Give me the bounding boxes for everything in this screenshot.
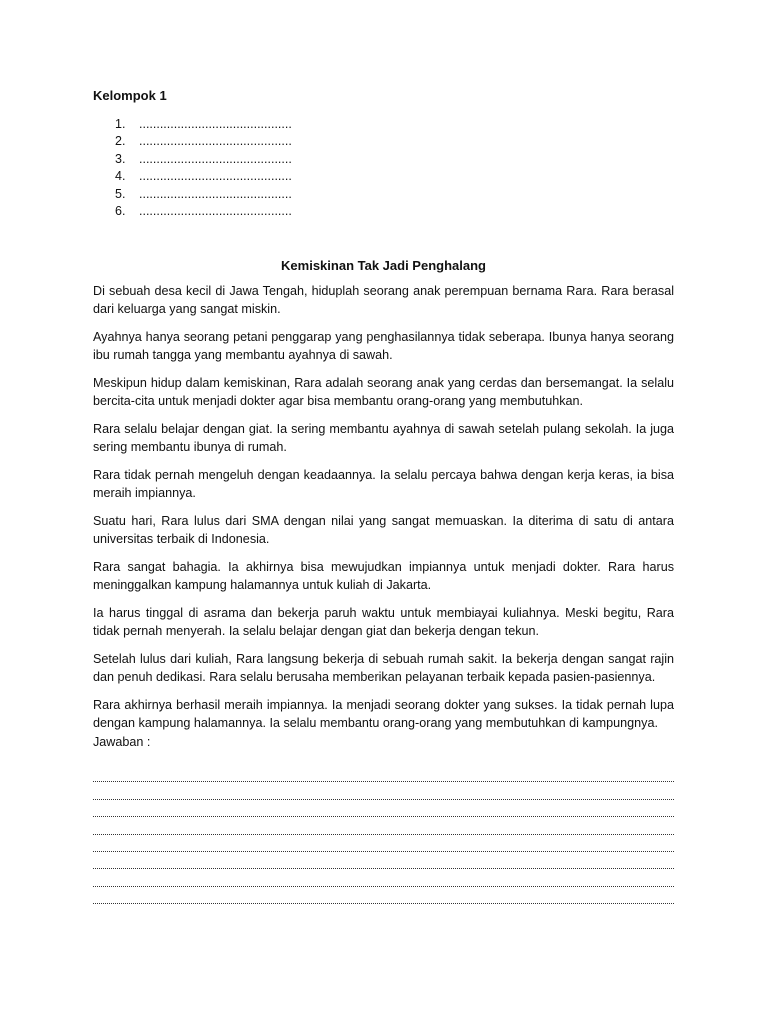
story-paragraph: Ia harus tinggal di asrama dan bekerja paruh waktu untuk membiayai kuliahnya. Meski begitu, Rara tidak pernah menyerah. Ia selalu belajar dengan giat dan bekerja dengan tekun.	[93, 606, 674, 638]
story-paragraph: Rara sangat bahagia. Ia akhirnya bisa mewujudkan impiannya untuk menjadi dokter. Rara harus meninggalkan kampung halamannya untuk kuliah di Jakarta.	[93, 560, 674, 592]
answer-label: Jawaban :	[93, 735, 151, 749]
answer-lines	[93, 765, 674, 904]
story-paragraph: Rara selalu belajar dengan giat. Ia sering membantu ayahnya di sawah setelah pulang sekolah. Ia juga sering membantu ibunya di rumah.	[93, 422, 674, 454]
member-blank: ............................................	[139, 134, 292, 149]
member-item	[115, 168, 292, 185]
story-paragraph: Rara tidak pernah mengeluh dengan keadaannya. Ia selalu percaya bahwa dengan kerja keras, ia bisa meraih impiannya.	[93, 468, 674, 500]
member-item	[115, 151, 292, 168]
member-list	[115, 116, 292, 220]
member-number: 5.	[115, 186, 126, 201]
answer-line	[93, 817, 674, 834]
story-paragraph: Di sebuah desa kecil di Jawa Tengah, hiduplah seorang anak perempuan bernama Rara. Rara berasal dari keluarga yang sangat miskin.	[93, 284, 674, 316]
answer-line	[93, 765, 674, 782]
answer-line	[93, 887, 674, 904]
story-paragraph: Rara akhirnya berhasil meraih impiannya. Ia menjadi seorang dokter yang sukses. Ia tidak pernah lupa dengan kampung halamannya. Ia selalu membantu orang-orang yang membutuhkan di kampungnya.	[93, 698, 674, 730]
story-paragraph: Meskipun hidup dalam kemiskinan, Rara adalah seorang anak yang cerdas dan bersemangat. Ia selalu bercita-cita untuk menjadi dokter agar bisa membantu orang-orang yang membutuhkan.	[93, 376, 674, 408]
member-blank: ............................................	[139, 186, 292, 201]
member-number: 4.	[115, 169, 126, 184]
story-body	[93, 283, 674, 743]
story-paragraph: Suatu hari, Rara lulus dari SMA dengan nilai yang sangat memuaskan. Ia diterima di satu di antara universitas terbaik di Indonesia.	[93, 514, 674, 546]
member-number: 3.	[115, 151, 126, 166]
member-number: 1.	[115, 117, 126, 131]
member-item	[115, 116, 292, 133]
member-item	[115, 133, 292, 150]
member-blank: ............................................	[139, 117, 292, 131]
member-blank: ............................................	[139, 151, 292, 166]
member-item	[115, 186, 292, 203]
story-title: Kemiskinan Tak Jadi Penghalang	[281, 258, 486, 273]
member-item	[115, 203, 292, 220]
story-paragraph: Setelah lulus dari kuliah, Rara langsung bekerja di sebuah rumah sakit. Ia bekerja dengan sangat rajin dan penuh dedikasi. Rara selalu berusaha memberikan pelayanan terbaik kepada pasien-pasiennya.	[93, 652, 674, 684]
group-title: Kelompok 1	[93, 88, 167, 103]
answer-line	[93, 869, 674, 886]
answer-line	[93, 800, 674, 817]
member-blank: ............................................	[139, 203, 292, 218]
story-paragraph: Ayahnya hanya seorang petani penggarap yang penghasilannya tidak seberapa. Ibunya hanya seorang ibu rumah tangga yang membantu ayahnya di sawah.	[93, 330, 674, 362]
answer-line	[93, 852, 674, 869]
member-number: 6.	[115, 203, 126, 218]
answer-line	[93, 835, 674, 852]
member-number: 2.	[115, 134, 126, 149]
answer-line	[93, 782, 674, 799]
member-blank: ............................................	[139, 169, 292, 184]
